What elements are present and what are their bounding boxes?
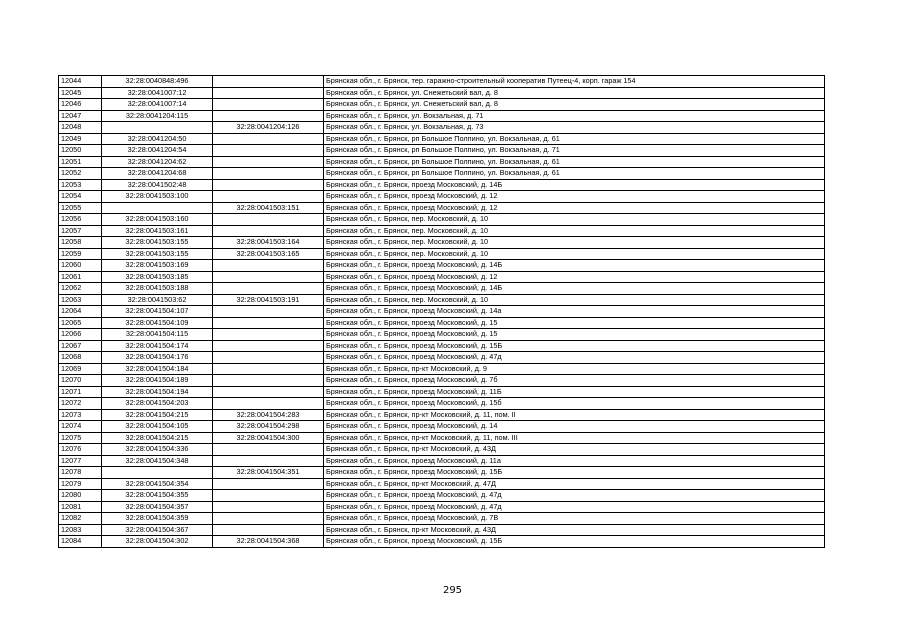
table-row <box>59 248 825 260</box>
address-cell: Брянская обл., г. Брянск, пер. Московский, д. 10 <box>324 225 825 237</box>
table-row <box>59 76 825 88</box>
address-cell: Брянская обл., г. Брянск, проезд Московский, д. 15Б <box>324 340 825 352</box>
row-number-cell: 12075 <box>59 432 102 444</box>
cadastral-number-cell: 32:28:0041504:215 <box>102 409 213 421</box>
address-cell: Брянская обл., г. Брянск, проезд Московский, д. 15б <box>324 398 825 410</box>
row-number-cell: 12073 <box>59 409 102 421</box>
building-cadastral-number-cell <box>213 191 324 203</box>
building-cadastral-number-cell <box>213 225 324 237</box>
address-cell: Брянская обл., г. Брянск, проезд Московский, д. 14Б <box>324 260 825 272</box>
table-row <box>59 214 825 226</box>
table-row <box>59 87 825 99</box>
cadastral-number-cell: 32:28:0041502:48 <box>102 179 213 191</box>
cadastral-number-cell: 32:28:0041503:155 <box>102 237 213 249</box>
table-row <box>59 513 825 525</box>
table-row <box>59 386 825 398</box>
table-row <box>59 398 825 410</box>
cadastral-number-cell: 32:28:0040848:496 <box>102 76 213 88</box>
cadastral-number-cell: 32:28:0041204:50 <box>102 133 213 145</box>
row-number-cell: 12044 <box>59 76 102 88</box>
cadastral-number-cell: 32:28:0041504:115 <box>102 329 213 341</box>
row-number-cell: 12047 <box>59 110 102 122</box>
building-cadastral-number-cell <box>213 352 324 364</box>
address-cell: Брянская обл., г. Брянск, пр-кт Московский, д. 43Д <box>324 524 825 536</box>
table-row <box>59 352 825 364</box>
table-row <box>59 432 825 444</box>
table-row <box>59 363 825 375</box>
row-number-cell: 12062 <box>59 283 102 295</box>
cadastral-number-cell <box>102 122 213 134</box>
building-cadastral-number-cell <box>213 524 324 536</box>
table-row <box>59 99 825 111</box>
cadastral-number-cell: 32:28:0041504:176 <box>102 352 213 364</box>
table-row <box>59 179 825 191</box>
table-row <box>59 455 825 467</box>
table-row <box>59 524 825 536</box>
row-number-cell: 12061 <box>59 271 102 283</box>
row-number-cell: 12072 <box>59 398 102 410</box>
table-row <box>59 202 825 214</box>
building-cadastral-number-cell <box>213 306 324 318</box>
table-row <box>59 110 825 122</box>
cadastral-number-cell: 32:28:0041504:194 <box>102 386 213 398</box>
building-cadastral-number-cell <box>213 133 324 145</box>
address-cell: Брянская обл., г. Брянск, ул. Вокзальная, д. 71 <box>324 110 825 122</box>
cadastral-number-cell: 32:28:0041504:215 <box>102 432 213 444</box>
building-cadastral-number-cell: 32:28:0041503:191 <box>213 294 324 306</box>
table-row <box>59 536 825 548</box>
cadastral-number-cell: 32:28:0041504:354 <box>102 478 213 490</box>
building-cadastral-number-cell <box>213 156 324 168</box>
table-row <box>59 467 825 479</box>
address-cell: Брянская обл., г. Брянск, пр-кт Московский, д. 11, пом. II <box>324 409 825 421</box>
row-number-cell: 12054 <box>59 191 102 203</box>
table-row <box>59 409 825 421</box>
building-cadastral-number-cell: 32:28:0041504:368 <box>213 536 324 548</box>
row-number-cell: 12058 <box>59 237 102 249</box>
building-cadastral-number-cell <box>213 168 324 180</box>
table-row <box>59 421 825 433</box>
building-cadastral-number-cell <box>213 455 324 467</box>
table-row <box>59 294 825 306</box>
cadastral-number-cell: 32:28:0041504:355 <box>102 490 213 502</box>
building-cadastral-number-cell <box>213 214 324 226</box>
table-row <box>59 317 825 329</box>
address-cell: Брянская обл., г. Брянск, рп Большое Полпино, ул. Вокзальная, д. 71 <box>324 145 825 157</box>
row-number-cell: 12079 <box>59 478 102 490</box>
row-number-cell: 12051 <box>59 156 102 168</box>
table-row <box>59 283 825 295</box>
address-cell: Брянская обл., г. Брянск, проезд Московский, д. 7В <box>324 513 825 525</box>
cadastral-number-cell: 32:28:0041007:12 <box>102 87 213 99</box>
cadastral-number-cell: 32:28:0041504:348 <box>102 455 213 467</box>
cadastral-number-cell: 32:28:0041503:160 <box>102 214 213 226</box>
table-row <box>59 501 825 513</box>
cadastral-number-cell: 32:28:0041503:188 <box>102 283 213 295</box>
address-cell: Брянская обл., г. Брянск, проезд Московский, д. 12 <box>324 202 825 214</box>
row-number-cell: 12056 <box>59 214 102 226</box>
row-number-cell: 12063 <box>59 294 102 306</box>
row-number-cell: 12080 <box>59 490 102 502</box>
row-number-cell: 12048 <box>59 122 102 134</box>
address-cell: Брянская обл., г. Брянск, проезд Московский, д. 14 <box>324 421 825 433</box>
cadastral-number-cell: 32:28:0041503:62 <box>102 294 213 306</box>
cadastral-number-cell: 32:28:0041504:357 <box>102 501 213 513</box>
address-cell: Брянская обл., г. Брянск, проезд Московский, д. 11а <box>324 455 825 467</box>
row-number-cell: 12081 <box>59 501 102 513</box>
table-row <box>59 306 825 318</box>
building-cadastral-number-cell <box>213 329 324 341</box>
row-number-cell: 12071 <box>59 386 102 398</box>
cadastral-number-cell: 32:28:0041504:203 <box>102 398 213 410</box>
address-cell: Брянская обл., г. Брянск, проезд Московский, д. 11Б <box>324 386 825 398</box>
registry-table-body <box>59 76 825 548</box>
table-row <box>59 260 825 272</box>
cadastral-number-cell: 32:28:0041503:161 <box>102 225 213 237</box>
row-number-cell: 12074 <box>59 421 102 433</box>
table-row <box>59 191 825 203</box>
cadastral-number-cell <box>102 202 213 214</box>
address-cell: Брянская обл., г. Брянск, пер. Московский, д. 10 <box>324 214 825 226</box>
building-cadastral-number-cell: 32:28:0041204:126 <box>213 122 324 134</box>
cadastral-number-cell: 32:28:0041503:185 <box>102 271 213 283</box>
building-cadastral-number-cell: 32:28:0041503:164 <box>213 237 324 249</box>
cadastral-number-cell: 32:28:0041504:109 <box>102 317 213 329</box>
address-cell: Брянская обл., г. Брянск, проезд Московский, д. 15Б <box>324 536 825 548</box>
address-cell: Брянская обл., г. Брянск, проезд Московский, д. 15Б <box>324 467 825 479</box>
address-cell: Брянская обл., г. Брянск, ул. Снежетьский вал, д. 8 <box>324 87 825 99</box>
address-cell: Брянская обл., г. Брянск, пр-кт Московский, д. 43Д <box>324 444 825 456</box>
address-cell: Брянская обл., г. Брянск, проезд Московский, д. 14Б <box>324 283 825 295</box>
cadastral-number-cell: 32:28:0041503:155 <box>102 248 213 260</box>
cadastral-number-cell: 32:28:0041503:169 <box>102 260 213 272</box>
cadastral-number-cell <box>102 467 213 479</box>
table-row <box>59 375 825 387</box>
address-cell: Брянская обл., г. Брянск, проезд Московский, д. 14а <box>324 306 825 318</box>
address-cell: Брянская обл., г. Брянск, пер. Московский, д. 10 <box>324 237 825 249</box>
address-cell: Брянская обл., г. Брянск, пр-кт Московский, д. 47Д <box>324 478 825 490</box>
address-cell: Брянская обл., г. Брянск, проезд Московский, д. 12 <box>324 191 825 203</box>
cadastral-number-cell: 32:28:0041204:54 <box>102 145 213 157</box>
building-cadastral-number-cell: 32:28:0041504:351 <box>213 467 324 479</box>
table-row <box>59 156 825 168</box>
building-cadastral-number-cell <box>213 478 324 490</box>
address-cell: Брянская обл., г. Брянск, рп Большое Полпино, ул. Вокзальная, д. 61 <box>324 168 825 180</box>
address-cell: Брянская обл., г. Брянск, проезд Московский, д. 47д <box>324 501 825 513</box>
table-row <box>59 340 825 352</box>
table-row <box>59 444 825 456</box>
building-cadastral-number-cell <box>213 490 324 502</box>
address-cell: Брянская обл., г. Брянск, пер. Московский, д. 10 <box>324 294 825 306</box>
row-number-cell: 12049 <box>59 133 102 145</box>
table-row <box>59 490 825 502</box>
building-cadastral-number-cell <box>213 87 324 99</box>
registry-table <box>58 75 825 548</box>
building-cadastral-number-cell <box>213 375 324 387</box>
address-cell: Брянская обл., г. Брянск, проезд Московский, д. 15 <box>324 317 825 329</box>
building-cadastral-number-cell <box>213 179 324 191</box>
cadastral-number-cell: 32:28:0041504:336 <box>102 444 213 456</box>
cadastral-number-cell: 32:28:0041504:174 <box>102 340 213 352</box>
table-row <box>59 122 825 134</box>
page-number: 295 <box>442 585 463 596</box>
building-cadastral-number-cell: 32:28:0041503:151 <box>213 202 324 214</box>
address-cell: Брянская обл., г. Брянск, проезд Московский, д. 7б <box>324 375 825 387</box>
row-number-cell: 12059 <box>59 248 102 260</box>
address-cell: Брянская обл., г. Брянск, проезд Московский, д. 47д <box>324 352 825 364</box>
building-cadastral-number-cell <box>213 99 324 111</box>
cadastral-number-cell: 32:28:0041504:302 <box>102 536 213 548</box>
building-cadastral-number-cell: 32:28:0041503:165 <box>213 248 324 260</box>
row-number-cell: 12066 <box>59 329 102 341</box>
table-row <box>59 133 825 145</box>
address-cell: Брянская обл., г. Брянск, рп Большое Полпино, ул. Вокзальная, д. 61 <box>324 156 825 168</box>
table-row <box>59 329 825 341</box>
cadastral-number-cell: 32:28:0041204:68 <box>102 168 213 180</box>
table-row <box>59 145 825 157</box>
building-cadastral-number-cell <box>213 317 324 329</box>
row-number-cell: 12082 <box>59 513 102 525</box>
address-cell: Брянская обл., г. Брянск, пр-кт Московский, д. 9 <box>324 363 825 375</box>
row-number-cell: 12078 <box>59 467 102 479</box>
cadastral-number-cell: 32:28:0041204:115 <box>102 110 213 122</box>
building-cadastral-number-cell <box>213 501 324 513</box>
address-cell: Брянская обл., г. Брянск, рп Большое Полпино, ул. Вокзальная, д. 61 <box>324 133 825 145</box>
row-number-cell: 12067 <box>59 340 102 352</box>
building-cadastral-number-cell <box>213 260 324 272</box>
row-number-cell: 12064 <box>59 306 102 318</box>
row-number-cell: 12069 <box>59 363 102 375</box>
building-cadastral-number-cell <box>213 283 324 295</box>
row-number-cell: 12053 <box>59 179 102 191</box>
row-number-cell: 12050 <box>59 145 102 157</box>
row-number-cell: 12077 <box>59 455 102 467</box>
table-row <box>59 478 825 490</box>
cadastral-number-cell: 32:28:0041204:62 <box>102 156 213 168</box>
address-cell: Брянская обл., г. Брянск, проезд Московский, д. 47д <box>324 490 825 502</box>
table-row <box>59 225 825 237</box>
table-row <box>59 237 825 249</box>
building-cadastral-number-cell: 32:28:0041504:283 <box>213 409 324 421</box>
cadastral-number-cell: 32:28:0041504:359 <box>102 513 213 525</box>
address-cell: Брянская обл., г. Брянск, проезд Московский, д. 12 <box>324 271 825 283</box>
row-number-cell: 12068 <box>59 352 102 364</box>
row-number-cell: 12052 <box>59 168 102 180</box>
address-cell: Брянская обл., г. Брянск, проезд Московский, д. 15 <box>324 329 825 341</box>
building-cadastral-number-cell <box>213 76 324 88</box>
cadastral-number-cell: 32:28:0041504:189 <box>102 375 213 387</box>
address-cell: Брянская обл., г. Брянск, пер. Московский, д. 10 <box>324 248 825 260</box>
cadastral-number-cell: 32:28:0041504:367 <box>102 524 213 536</box>
table-row <box>59 168 825 180</box>
row-number-cell: 12083 <box>59 524 102 536</box>
cadastral-number-cell: 32:28:0041503:100 <box>102 191 213 203</box>
building-cadastral-number-cell: 32:28:0041504:298 <box>213 421 324 433</box>
building-cadastral-number-cell <box>213 340 324 352</box>
building-cadastral-number-cell <box>213 271 324 283</box>
address-cell: Брянская обл., г. Брянск, тер. гаражно-строительный кооператив Путеец-4, корп. гараж 154 <box>324 76 825 88</box>
address-cell: Брянская обл., г. Брянск, ул. Снежетьский вал, д. 8 <box>324 99 825 111</box>
cadastral-number-cell: 32:28:0041007:14 <box>102 99 213 111</box>
cadastral-number-cell: 32:28:0041504:105 <box>102 421 213 433</box>
building-cadastral-number-cell <box>213 110 324 122</box>
row-number-cell: 12060 <box>59 260 102 272</box>
building-cadastral-number-cell <box>213 398 324 410</box>
row-number-cell: 12065 <box>59 317 102 329</box>
building-cadastral-number-cell: 32:28:0041504:300 <box>213 432 324 444</box>
building-cadastral-number-cell <box>213 444 324 456</box>
building-cadastral-number-cell <box>213 145 324 157</box>
row-number-cell: 12057 <box>59 225 102 237</box>
cadastral-number-cell: 32:28:0041504:107 <box>102 306 213 318</box>
address-cell: Брянская обл., г. Брянск, проезд Московский, д. 14Б <box>324 179 825 191</box>
row-number-cell: 12045 <box>59 87 102 99</box>
row-number-cell: 12084 <box>59 536 102 548</box>
address-cell: Брянская обл., г. Брянск, ул. Вокзальная, д. 73 <box>324 122 825 134</box>
address-cell: Брянская обл., г. Брянск, пр-кт Московский, д. 11, пом. III <box>324 432 825 444</box>
table-row <box>59 271 825 283</box>
row-number-cell: 12046 <box>59 99 102 111</box>
building-cadastral-number-cell <box>213 386 324 398</box>
building-cadastral-number-cell <box>213 513 324 525</box>
building-cadastral-number-cell <box>213 363 324 375</box>
row-number-cell: 12076 <box>59 444 102 456</box>
row-number-cell: 12070 <box>59 375 102 387</box>
cadastral-number-cell: 32:28:0041504:184 <box>102 363 213 375</box>
row-number-cell: 12055 <box>59 202 102 214</box>
